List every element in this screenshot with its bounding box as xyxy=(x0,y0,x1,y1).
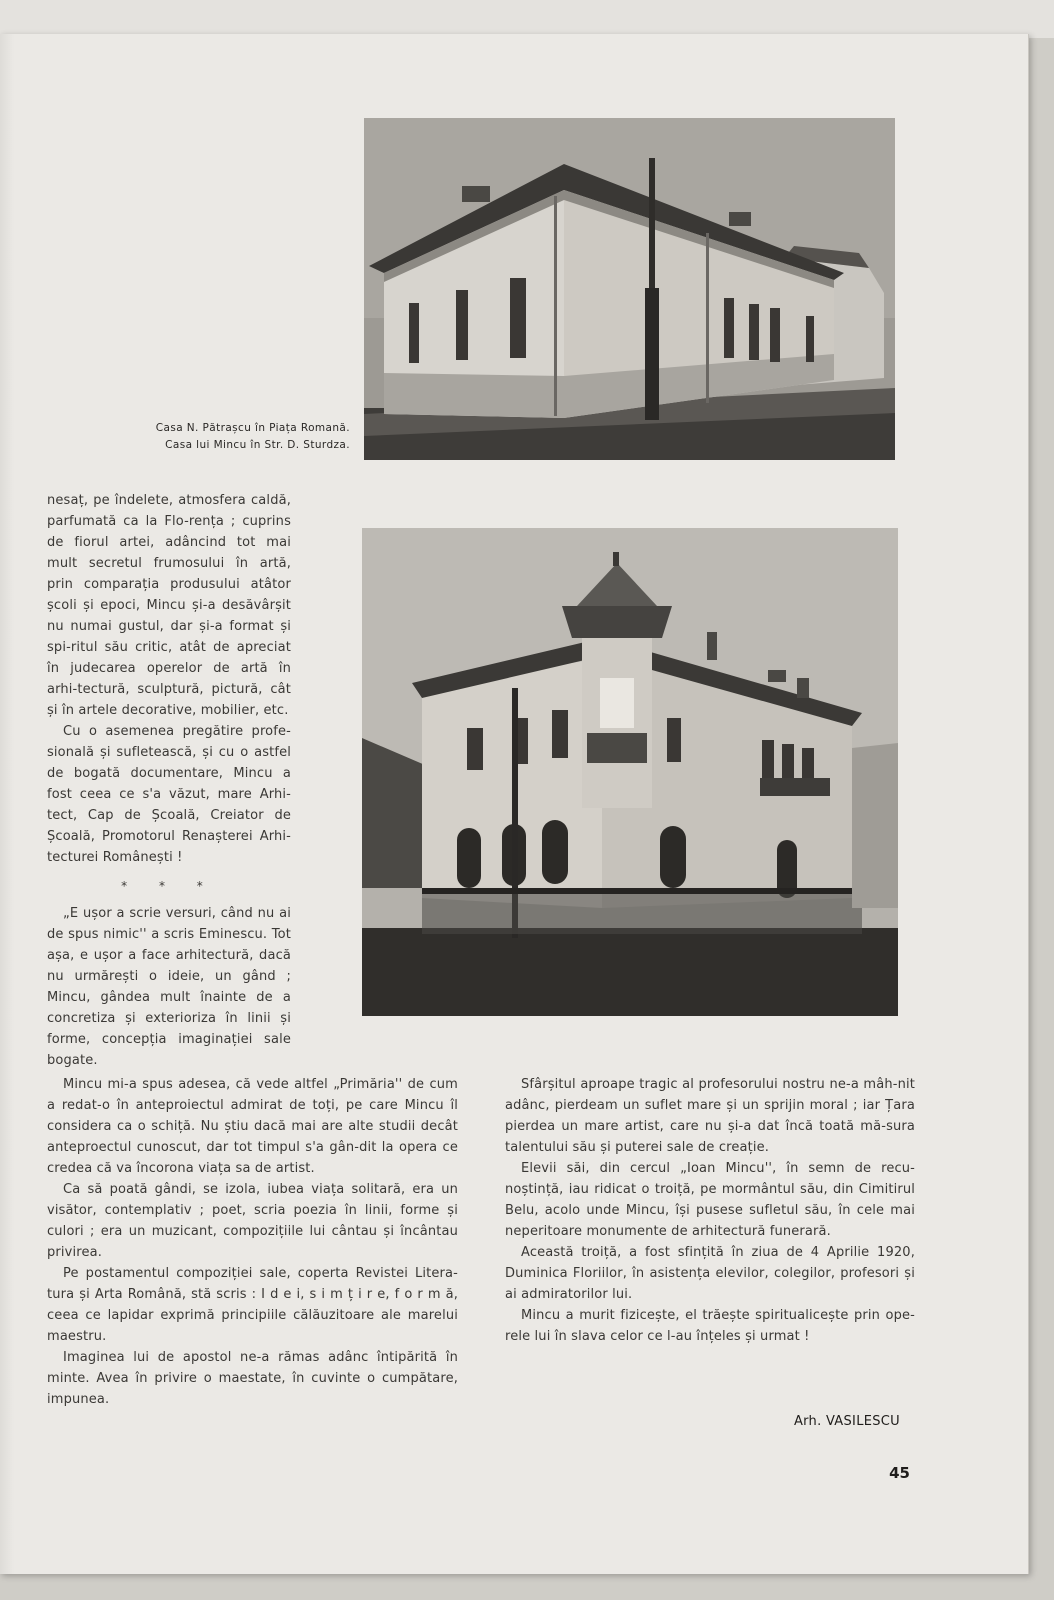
paragraph: Cu o asemenea pregătire profe-sională și sufletească, și cu o astfel de bogată documentare, Mincu a fost ceea ce s'a văzut, mare Arhi-tect, Cap de Școală, Creiator de Școală, Promotorul Renașterei Arhi-tecturei Românești ! xyxy=(47,724,291,865)
photo-casa-patrascu xyxy=(364,118,895,460)
paragraph: Imaginea lui de apostol ne-a rămas adânc întipărită în minte. Avea în privire o maestate, în cuvinte o cumpătare, impunea. xyxy=(47,1350,458,1407)
paragraph: Elevii săi, din cercul „Ioan Mincu'', în semn de recu-noștință, iau ridicat o troiță, pe mormântul său, din Cimitirul Belu, acolo unde Mincu, își pusese sufletul său, în cele mai neperitoare monumente de arhitectură funerară. xyxy=(505,1161,915,1239)
section-separator: * * * xyxy=(121,879,217,893)
paragraph: Această troiță, a fost sfințită în ziua de 4 Aprilie 1920, Duminica Floriilor, în asistența elevilor, colegilor, profesori și ai admiratorilor lui. xyxy=(505,1245,915,1302)
bottom-right-column-text xyxy=(505,1074,915,1347)
left-column-text xyxy=(47,490,291,1071)
photo-casa-mincu xyxy=(362,528,898,1016)
paragraph: Ca să poată gândi, se izola, iubea viața solitară, era un visător, contemplativ ; poet, scria poezia în linii, forme și culori ; era un muzicant, compozițiile lui cântau și încântau privirea. xyxy=(47,1182,458,1260)
photo-caption xyxy=(120,420,350,454)
paragraph: Pe postamentul compoziției sale, coperta Revistei Litera-tura și Arta Română, stă scris : I d e i, s i m ț i r e, f o r m ă, ceea ce lapidar exprimă principiile călăuzitoare ale marelui maestru. xyxy=(47,1266,458,1344)
paragraph: Mincu a murit fizicește, el trăește spiritualicește prin ope-rele lui în slava celor ce l-au înțeles și urmat ! xyxy=(505,1308,915,1344)
paragraph: Mincu mi-a spus adesea, că vede altfel „Primăria'' de cum a redat-o în anteproiectul admirat de toți, pe care Mincu îl considera ca o schiță. Nu știu dacă mai are alte studii decât anteproectul cunoscut, dar tot timpul s'a gân-dit la opera ce credea că va încorona viața sa de artist. xyxy=(47,1077,458,1176)
caption-line-2: Casa lui Mincu în Str. D. Sturdza. xyxy=(165,439,350,451)
paragraph: „E ușor a scrie versuri, când nu ai de spus nimic'' a scris Eminescu. Tot așa, e ușor a face arhitectură, dacă nu urmărești o ideie, un gând ; Mincu, gândea mult înainte de a concretiza și exterioriza în linii și forme, concepția imaginației sale bogate. xyxy=(47,906,291,1068)
magazine-page xyxy=(0,34,1029,1574)
paragraph: nesaț, pe îndelete, atmosfera caldă, parfumată ca la Flo-rența ; cuprins de fiorul artei, adâncind tot mai mult secretul frumosului în artă, prin comparația produsului atâtor școli și epoci, Mincu și-a desăvârșit nu numai gustul, dar și-a format și spi-ritul său critic, atât de apreciat în judecarea operelor de artă în arhi-tectură, sculptură, pictură, cât și în artele decorative, mobilier, etc. xyxy=(47,493,291,718)
caption-line-1: Casa N. Pătrașcu în Piața Romană. xyxy=(155,422,350,434)
page-number: 45 xyxy=(889,1464,910,1482)
author-signature: Arh. VASILESCU xyxy=(793,1414,900,1429)
paragraph: Sfârșitul aproape tragic al profesorului nostru ne-a mâh-nit adânc, pierdeam un suflet mare și un sprijin moral ; iar Țara pierdea un mare artist, care nu și-a dat încă toată mă-sura talentului său și puterei sale de creație. xyxy=(505,1077,915,1155)
bottom-left-column-text xyxy=(47,1074,458,1410)
background-surface xyxy=(0,0,1054,38)
